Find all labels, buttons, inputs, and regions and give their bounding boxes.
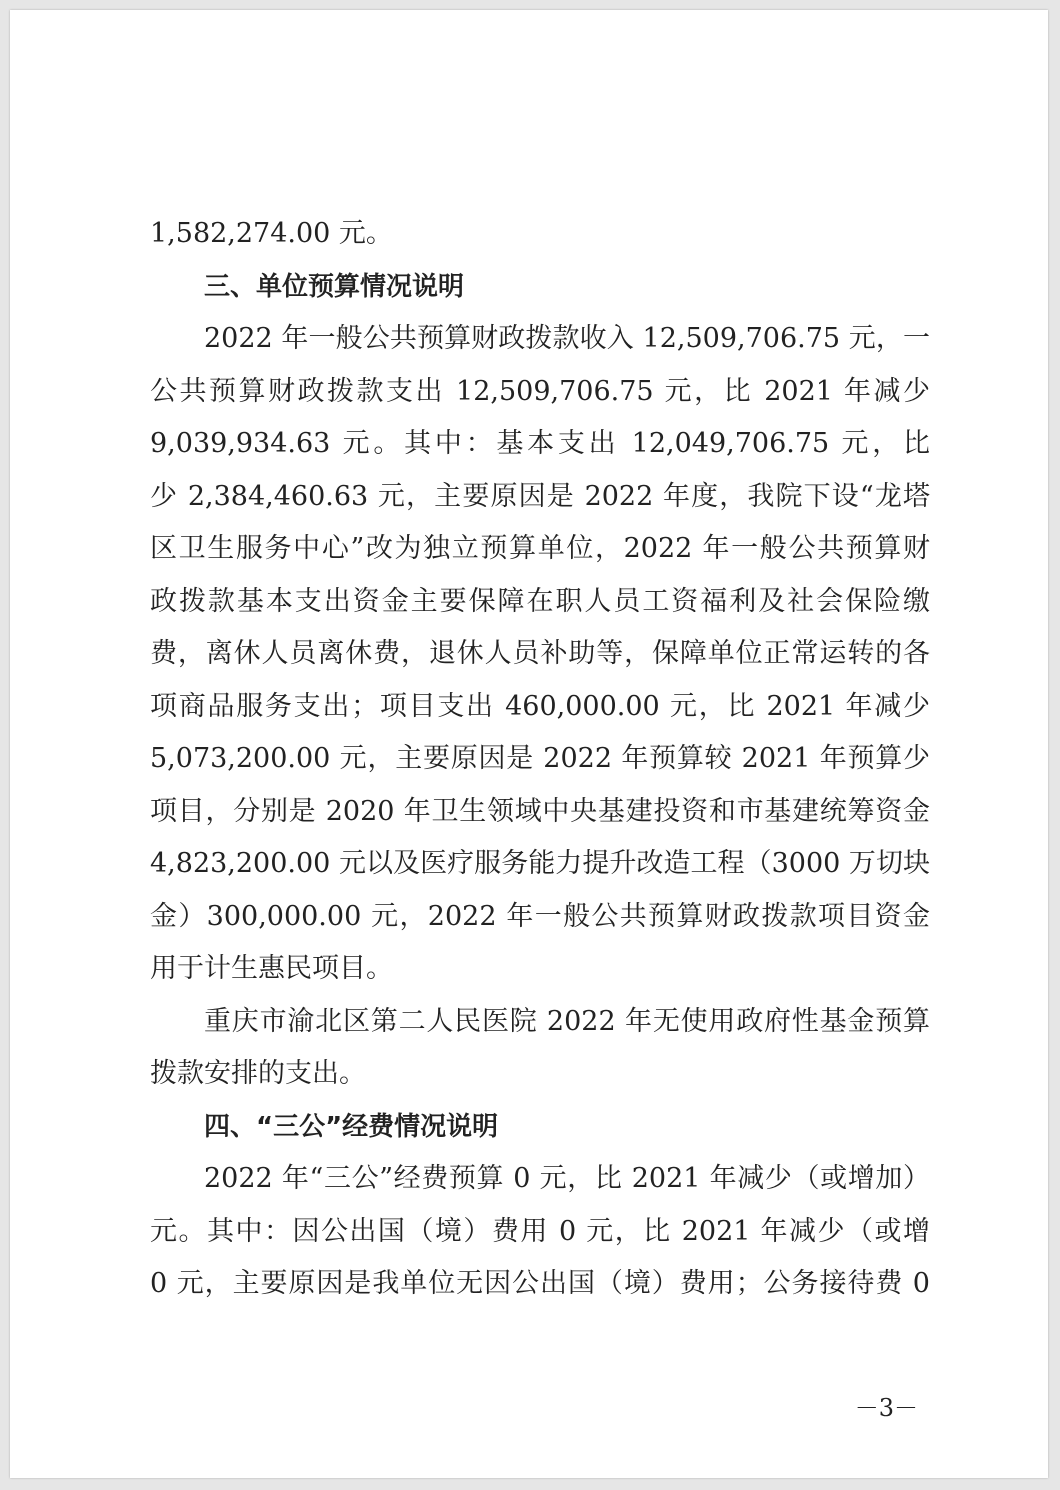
text-line: 用于计生惠民项目。 [150,953,393,984]
page-number: －3－ [854,1394,918,1422]
document-page [10,10,1048,1478]
document-body [150,208,930,1311]
text-line: 政拨款基本支出资金主要保障在职人员工资福利及社会保险缴 [150,585,930,617]
text-line: 1,582,274.00 元。 [150,218,393,249]
text-line: 元。其中：因公出国（境）费用 0 元，比 2021 年减少（或增 [150,1215,930,1247]
text-line: 9,039,934.63 元。其中：基本支出 12,049,706.75 元，比 [150,428,930,459]
text-line: 区卫生服务中心”改为独立预算单位，2022 年一般公共预算财 [150,533,930,564]
text-line: 费，离休人员离休费，退休人员补助等，保障单位正常运转的各 [150,638,930,669]
section-heading-three-public: 四、“三公”经费情况说明 [204,1111,499,1142]
text-line: 0 元，主要原因是我单位无因公出国（境）费用；公务接待费 0 [150,1268,930,1299]
text-line: 项商品服务支出；项目支出 460,000.00 元，比 2021 年减少 [150,690,930,722]
section-heading-budget: 三、单位预算情况说明 [204,271,465,302]
text-line: 金）300,000.00 元，2022 年一般公共预算财政拨款项目资金 [150,900,930,932]
text-line: 2022 年“三公”经费预算 0 元，比 2021 年减少（或增加） [204,1163,930,1194]
text-line: 重庆市渝北区第二人民医院 2022 年无使用政府性基金预算 [204,1005,930,1037]
text-line: 少 2,384,460.63 元，主要原因是 2022 年度，我院下设“龙塔 [150,480,930,512]
text-line: 拨款安排的支出。 [150,1058,366,1089]
text-line: 5,073,200.00 元，主要原因是 2022 年预算较 2021 年预算少 [150,743,930,774]
text-line: 2022 年一般公共预算财政拨款收入 12,509,706.75 元，一 [204,323,930,354]
text-line: 项目，分别是 2020 年卫生领域中央基建投资和市基建统筹资金 [150,795,930,827]
text-line: 公共预算财政拨款支出 12,509,706.75 元，比 2021 年减少 [150,375,930,407]
text-line: 4,823,200.00 元以及医疗服务能力提升改造工程（3000 万切块 [150,848,930,879]
